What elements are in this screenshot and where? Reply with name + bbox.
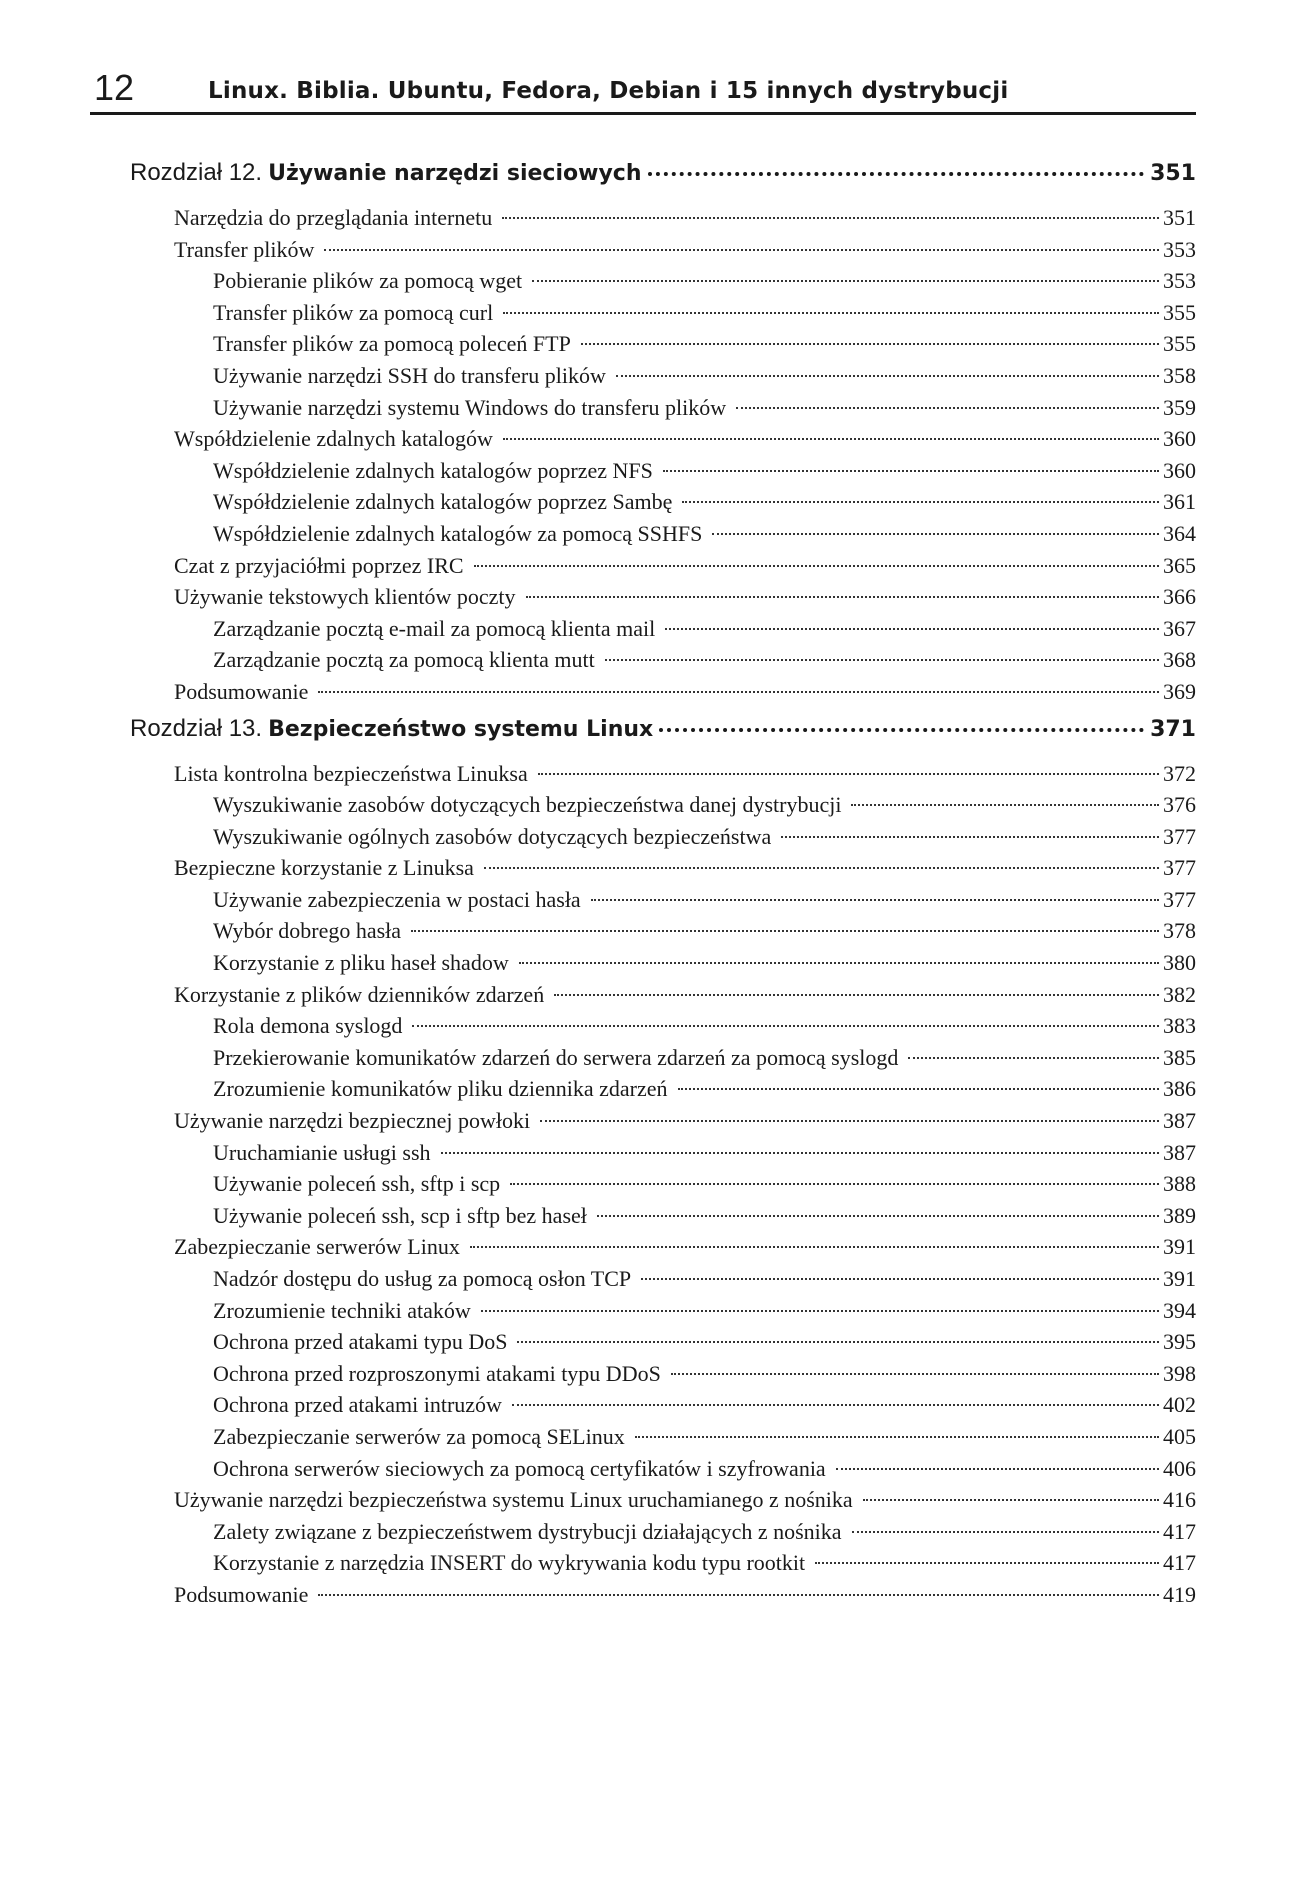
entry-page-number: 402: [1163, 1392, 1196, 1418]
dot-leader: [815, 1561, 1159, 1564]
dot-leader: [512, 1403, 1159, 1406]
toc-subsection[interactable]: [130, 821, 1196, 853]
dot-leader: [836, 1467, 1159, 1470]
dot-leader: [678, 1087, 1159, 1090]
entry-page-number: 389: [1163, 1202, 1196, 1228]
entry-page-number: 377: [1163, 855, 1196, 881]
toc-subsection[interactable]: [130, 1073, 1196, 1105]
dot-leader: [519, 961, 1159, 964]
dot-leader: [616, 374, 1159, 377]
entry-title: Używanie narzędzi bezpiecznej powłoki: [174, 1108, 531, 1134]
dot-leader: [736, 406, 1159, 409]
chapter-heading[interactable]: [130, 708, 1196, 758]
dot-leader: [852, 1530, 1159, 1533]
entry-page-number: 359: [1163, 394, 1196, 420]
dot-leader: [863, 1498, 1159, 1501]
chapter-title: Bezpieczeństwo systemu Linux: [268, 716, 654, 742]
dot-leader: [671, 1372, 1159, 1375]
toc-subsection[interactable]: [130, 1295, 1196, 1327]
toc-section[interactable]: [130, 1231, 1196, 1263]
entry-page-number: 360: [1163, 457, 1196, 483]
toc-subsection[interactable]: [130, 884, 1196, 916]
toc-section[interactable]: [130, 1105, 1196, 1137]
entry-title: Zarządzanie pocztą za pomocą klienta mutt: [213, 647, 595, 673]
toc-section[interactable]: [130, 202, 1196, 234]
entry-title: Przekierowanie komunikatów zdarzeń do serwera zdarzeń za pomocą syslogd: [213, 1044, 899, 1070]
dot-leader: [318, 690, 1159, 693]
entry-title: Zalety związane z bezpieczeństwem dystrybucji działających z nośnika: [213, 1518, 842, 1544]
toc-subsection[interactable]: [130, 486, 1196, 518]
entry-title: Bezpieczne korzystanie z Linuksa: [174, 855, 474, 881]
dot-leader: [526, 595, 1159, 598]
page-header: [90, 64, 1196, 115]
dot-leader: [517, 1340, 1159, 1343]
toc-subsection[interactable]: [130, 1453, 1196, 1485]
entry-page-number: 372: [1163, 760, 1196, 786]
toc-section[interactable]: [130, 979, 1196, 1011]
toc-subsection[interactable]: [130, 644, 1196, 676]
toc-subsection[interactable]: [130, 360, 1196, 392]
entry-title: Nadzór dostępu do usług za pomocą osłon TCP: [213, 1266, 632, 1291]
toc-section[interactable]: [130, 676, 1196, 708]
entry-page-number: 387: [1163, 1108, 1196, 1134]
chapter-label: Rozdział 12.: [130, 159, 263, 186]
dot-leader: [532, 279, 1159, 282]
entry-title: Współdzielenie zdalnych katalogów za pomocą SSHFS: [213, 520, 703, 546]
dot-leader: [411, 929, 1159, 932]
toc-subsection[interactable]: [130, 1263, 1196, 1295]
entry-page-number: 388: [1163, 1171, 1196, 1197]
entry-page-number: 417: [1163, 1550, 1196, 1576]
toc-subsection[interactable]: [130, 518, 1196, 550]
dot-leader: [324, 248, 1159, 251]
entry-title: Współdzielenie zdalnych katalogów: [174, 426, 493, 452]
entry-title: Zrozumienie techniki ataków: [213, 1297, 471, 1323]
entry-title: Korzystanie z pliku haseł shadow: [213, 950, 509, 976]
toc-subsection[interactable]: [130, 1010, 1196, 1042]
dot-leader: [712, 532, 1159, 535]
entry-title: Wyszukiwanie ogólnych zasobów dotyczących bezpieczeństwa: [213, 823, 772, 849]
chapter-page-number: 351: [1150, 161, 1196, 186]
entry-page-number: 386: [1163, 1076, 1196, 1102]
entry-title: Zarządzanie pocztą e-mail za pomocą klienta mail: [213, 615, 656, 641]
dot-leader: [663, 469, 1159, 472]
entry-title: Wyszukiwanie zasobów dotyczących bezpieczeństwa danej dystrybucji: [213, 792, 842, 818]
entry-page-number: 365: [1163, 552, 1196, 578]
dot-leader: [441, 1151, 1159, 1154]
entry-title: Ochrona serwerów sieciowych za pomocą certyfikatów i szyfrowania: [213, 1455, 826, 1481]
toc-subsection[interactable]: [130, 1137, 1196, 1169]
entry-title: Narzędzia do przeglądania internetu: [174, 205, 493, 230]
toc-subsection[interactable]: [130, 947, 1196, 979]
entry-title: Wybór dobrego hasła: [213, 918, 402, 944]
entry-page-number: 358: [1163, 362, 1196, 388]
entry-title: Transfer plików: [174, 236, 315, 262]
toc-subsection[interactable]: [130, 1516, 1196, 1548]
entry-title: Podsumowanie: [174, 1581, 309, 1607]
entry-page-number: 391: [1163, 1234, 1196, 1260]
entry-title: Transfer plików za pomocą poleceń FTP: [213, 331, 571, 357]
entry-page-number: 405: [1163, 1423, 1196, 1449]
table-of-contents: [130, 152, 1196, 1611]
dot-leader: [470, 1245, 1159, 1248]
entry-title: Zabezpieczanie serwerów Linux: [174, 1234, 460, 1260]
entry-page-number: 417: [1163, 1518, 1196, 1544]
entry-title: Korzystanie z narzędzia INSERT do wykrywania kodu typu rootkit: [213, 1550, 806, 1576]
toc-subsection[interactable]: [130, 1547, 1196, 1579]
entry-page-number: 353: [1163, 268, 1196, 294]
dot-leader: [503, 437, 1159, 440]
entry-title: Używanie narzędzi bezpieczeństwa systemu Linux uruchamianego z nośnika: [174, 1487, 853, 1513]
chapter-heading[interactable]: [130, 152, 1196, 202]
entry-title: Rola demona syslogd: [213, 1013, 403, 1039]
entry-title: Czat z przyjaciółmi poprzez IRC: [174, 552, 464, 578]
toc-section[interactable]: [130, 1579, 1196, 1611]
toc-section[interactable]: [130, 852, 1196, 884]
entry-page-number: 406: [1163, 1455, 1196, 1481]
entry-page-number: 351: [1163, 205, 1196, 230]
toc-subsection[interactable]: [130, 1389, 1196, 1421]
entry-page-number: 380: [1163, 950, 1196, 976]
dot-leader: [484, 866, 1159, 869]
dot-leader: [851, 803, 1159, 806]
dot-leader: [597, 1214, 1159, 1217]
dot-leader: [510, 1182, 1159, 1185]
entry-page-number: 383: [1163, 1013, 1196, 1039]
entry-page-number: 398: [1163, 1360, 1196, 1386]
toc-section[interactable]: [130, 758, 1196, 790]
entry-title: Używanie tekstowych klientów poczty: [174, 584, 516, 610]
entry-title: Ochrona przed rozproszonymi atakami typu DDoS: [213, 1360, 661, 1386]
entry-page-number: 355: [1163, 331, 1196, 357]
entry-page-number: 391: [1163, 1266, 1196, 1291]
dot-leader: [605, 658, 1159, 661]
entry-page-number: 395: [1163, 1329, 1196, 1355]
entry-page-number: 361: [1163, 489, 1196, 515]
dot-leader: [659, 727, 1144, 732]
dot-leader: [412, 1024, 1159, 1027]
entry-title: Lista kontrolna bezpieczeństwa Linuksa: [174, 760, 528, 786]
dot-leader: [538, 772, 1159, 775]
toc-subsection[interactable]: [130, 297, 1196, 329]
entry-title: Używanie poleceń ssh, scp i sftp bez haseł: [213, 1202, 587, 1228]
dot-leader: [781, 835, 1159, 838]
entry-title: Transfer plików za pomocą curl: [213, 299, 494, 325]
entry-title: Korzystanie z plików dzienników zdarzeń: [174, 981, 545, 1007]
entry-page-number: 369: [1163, 678, 1196, 704]
entry-title: Uruchamianie usługi ssh: [213, 1139, 431, 1165]
entry-page-number: 355: [1163, 299, 1196, 325]
chapter-page-number: 371: [1150, 716, 1196, 742]
toc-subsection[interactable]: [130, 455, 1196, 487]
entry-title: Podsumowanie: [174, 678, 309, 704]
entry-page-number: 382: [1163, 981, 1196, 1007]
entry-page-number: 377: [1163, 886, 1196, 912]
dot-leader: [503, 311, 1159, 314]
toc-section[interactable]: [130, 550, 1196, 582]
toc-subsection[interactable]: [130, 1358, 1196, 1390]
toc-section[interactable]: [130, 1484, 1196, 1516]
dot-leader: [581, 342, 1159, 345]
entry-page-number: 416: [1163, 1487, 1196, 1513]
dot-leader: [540, 1119, 1159, 1122]
toc-subsection[interactable]: [130, 915, 1196, 947]
toc-subsection[interactable]: [130, 1326, 1196, 1358]
toc-subsection[interactable]: [130, 1168, 1196, 1200]
entry-title: Używanie poleceń ssh, sftp i scp: [213, 1171, 501, 1197]
entry-title: Współdzielenie zdalnych katalogów poprzez Sambę: [213, 489, 673, 515]
dot-leader: [682, 500, 1159, 503]
toc-subsection[interactable]: [130, 392, 1196, 424]
dot-leader: [318, 1593, 1159, 1596]
entry-title: Zrozumienie komunikatów pliku dziennika zdarzeń: [213, 1076, 668, 1102]
entry-page-number: 377: [1163, 823, 1196, 849]
entry-page-number: 419: [1163, 1581, 1196, 1607]
toc-subsection[interactable]: [130, 328, 1196, 360]
dot-leader: [554, 993, 1159, 996]
entry-page-number: 364: [1163, 520, 1196, 546]
dot-leader: [641, 1277, 1159, 1280]
dot-leader: [648, 171, 1145, 176]
chapter-title: Używanie narzędzi sieciowych: [268, 161, 642, 186]
entry-page-number: 353: [1163, 236, 1196, 262]
entry-title: Używanie narzędzi systemu Windows do transferu plików: [213, 394, 727, 420]
entry-page-number: 366: [1163, 584, 1196, 610]
page-number: 12: [94, 67, 135, 108]
entry-page-number: 394: [1163, 1297, 1196, 1323]
entry-title: Zabezpieczanie serwerów za pomocą SELinux: [213, 1423, 625, 1449]
chapter-label: Rozdział 13.: [130, 714, 263, 742]
dot-leader: [665, 627, 1159, 630]
dot-leader: [474, 564, 1159, 567]
entry-title: Ochrona przed atakami typu DoS: [213, 1329, 508, 1355]
toc-subsection[interactable]: [130, 1042, 1196, 1074]
running-title: Linux. Biblia. Ubuntu, Fedora, Debian i 15 innych dystrybucji: [208, 78, 1009, 104]
entry-page-number: 360: [1163, 426, 1196, 452]
dot-leader: [481, 1309, 1159, 1312]
entry-title: Używanie narzędzi SSH do transferu plików: [213, 362, 606, 388]
dot-leader: [635, 1435, 1159, 1438]
entry-title: Współdzielenie zdalnych katalogów poprzez NFS: [213, 457, 653, 483]
toc-subsection[interactable]: [130, 789, 1196, 821]
entry-page-number: 368: [1163, 647, 1196, 673]
toc-section[interactable]: [130, 581, 1196, 613]
dot-leader: [591, 898, 1159, 901]
entry-page-number: 376: [1163, 792, 1196, 818]
toc-section[interactable]: [130, 423, 1196, 455]
toc-section[interactable]: [130, 234, 1196, 266]
dot-leader: [502, 216, 1159, 219]
entry-title: Pobieranie plików za pomocą wget: [213, 268, 523, 294]
entry-page-number: 387: [1163, 1139, 1196, 1165]
toc-subsection[interactable]: [130, 1421, 1196, 1453]
toc-subsection[interactable]: [130, 1200, 1196, 1232]
entry-title: Używanie zabezpieczenia w postaci hasła: [213, 886, 581, 912]
dot-leader: [908, 1056, 1159, 1059]
toc-subsection[interactable]: [130, 613, 1196, 645]
entry-title: Ochrona przed atakami intruzów: [213, 1392, 502, 1418]
entry-page-number: 385: [1163, 1044, 1196, 1070]
entry-page-number: 367: [1163, 615, 1196, 641]
toc-subsection[interactable]: [130, 265, 1196, 297]
entry-page-number: 378: [1163, 918, 1196, 944]
